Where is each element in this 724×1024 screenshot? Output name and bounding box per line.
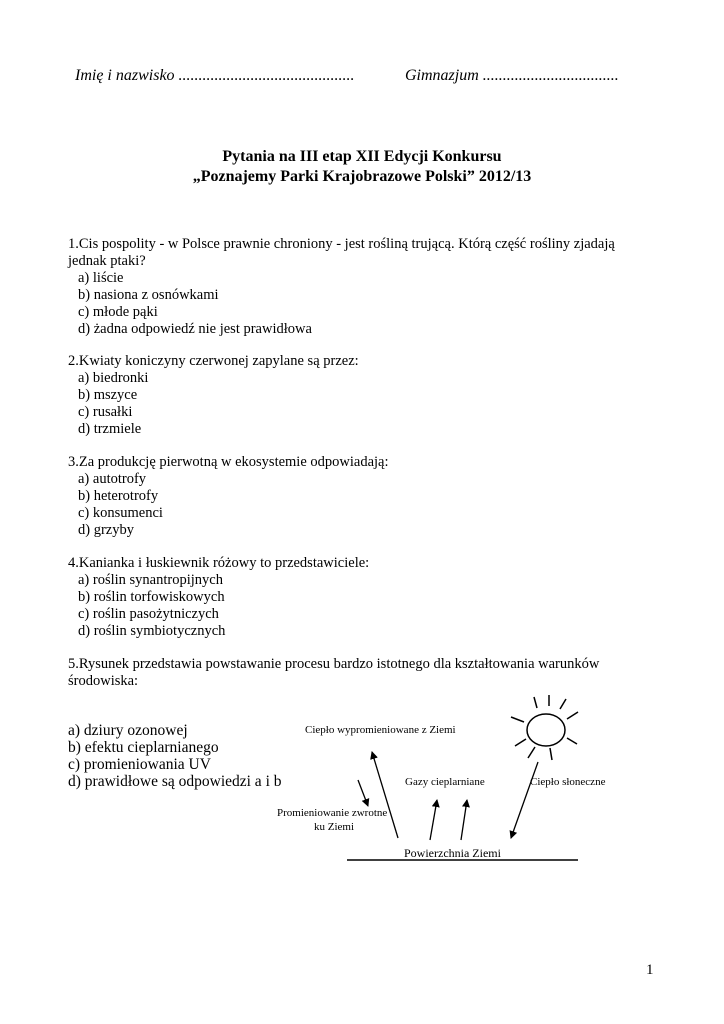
answer-option: c) młode pąki <box>78 304 158 320</box>
greenhouse-gases-label: Gazy cieplarniane <box>405 776 485 788</box>
solar-heat-label: Ciepło słoneczne <box>530 776 606 788</box>
answer-option: a) roślin synantropijnych <box>78 572 223 588</box>
question-text: 2.Kwiaty koniczyny czerwonej zapylane są przez: <box>68 353 359 369</box>
answer-option: c) konsumenci <box>78 505 163 521</box>
question-text: 5.Rysunek przedstawia powstawanie procesu bardzo istotnego dla kształtowania warunków <box>68 656 600 672</box>
answer-option: c) promieniowania UV <box>68 756 211 773</box>
greenhouse-gas-arrow <box>461 800 467 840</box>
answer-option: a) dziury ozonowej <box>68 722 188 739</box>
answer-option: c) roślin pasożytniczych <box>78 606 219 622</box>
question-text: 3.Za produkcję pierwotną w ekosystemie odpowiadają: <box>68 454 389 470</box>
answer-option: b) nasiona z osnówkami <box>78 287 219 303</box>
answer-option: a) biedronki <box>78 370 149 386</box>
answer-option: b) mszyce <box>78 387 138 403</box>
question-text: 1.Cis pospolity - w Polsce prawnie chroniony - jest rośliną trującą. Którą część rośliny zjadają <box>68 236 615 252</box>
sun-icon <box>511 695 578 760</box>
back-radiation-label: ku Ziemi <box>314 821 355 833</box>
page-title-line1: Pytania na III etap XII Edycji Konkursu <box>222 148 502 165</box>
answer-option: b) efektu cieplarnianego <box>68 739 219 756</box>
page-title-line2: „Poznajemy Parki Krajobrazowe Polski” 2012/13 <box>192 168 532 185</box>
answer-option: a) autotrofy <box>78 471 147 487</box>
earth-heat-arrow <box>372 752 398 838</box>
name-field-label: Imię i nazwisko ............................................ <box>75 67 355 84</box>
solar-heat-arrow <box>511 762 538 838</box>
back-radiation-arrow <box>358 780 368 806</box>
answer-option: b) heterotrofy <box>78 488 159 504</box>
earth-surface-label: Powierzchnia Ziemi <box>404 846 501 860</box>
answer-option: d) roślin symbiotycznych <box>78 623 226 639</box>
answer-option: a) liście <box>78 270 124 286</box>
answer-option: d) trzmiele <box>78 421 142 437</box>
earth-heat-label: Ciepło wypromieniowane z Ziemi <box>305 724 456 736</box>
page-number: 1 <box>646 962 654 978</box>
greenhouse-gas-arrow <box>430 800 437 840</box>
answer-option: b) roślin torfowiskowych <box>78 589 225 605</box>
question-text: środowiska: <box>68 673 139 689</box>
answer-option: d) żadna odpowiedź nie jest prawidłowa <box>78 321 312 337</box>
back-radiation-label: Promieniowanie zwrotne <box>277 807 388 819</box>
answer-option: d) grzyby <box>78 522 134 538</box>
question-text: jednak ptaki? <box>68 253 146 269</box>
question-text: 4.Kanianka i łuskiewnik różowy to przedstawiciele: <box>68 555 370 571</box>
school-field-label: Gimnazjum .................................. <box>405 67 619 84</box>
answer-option: c) rusałki <box>78 404 133 420</box>
answer-option: d) prawidłowe są odpowiedzi a i b <box>68 773 282 790</box>
